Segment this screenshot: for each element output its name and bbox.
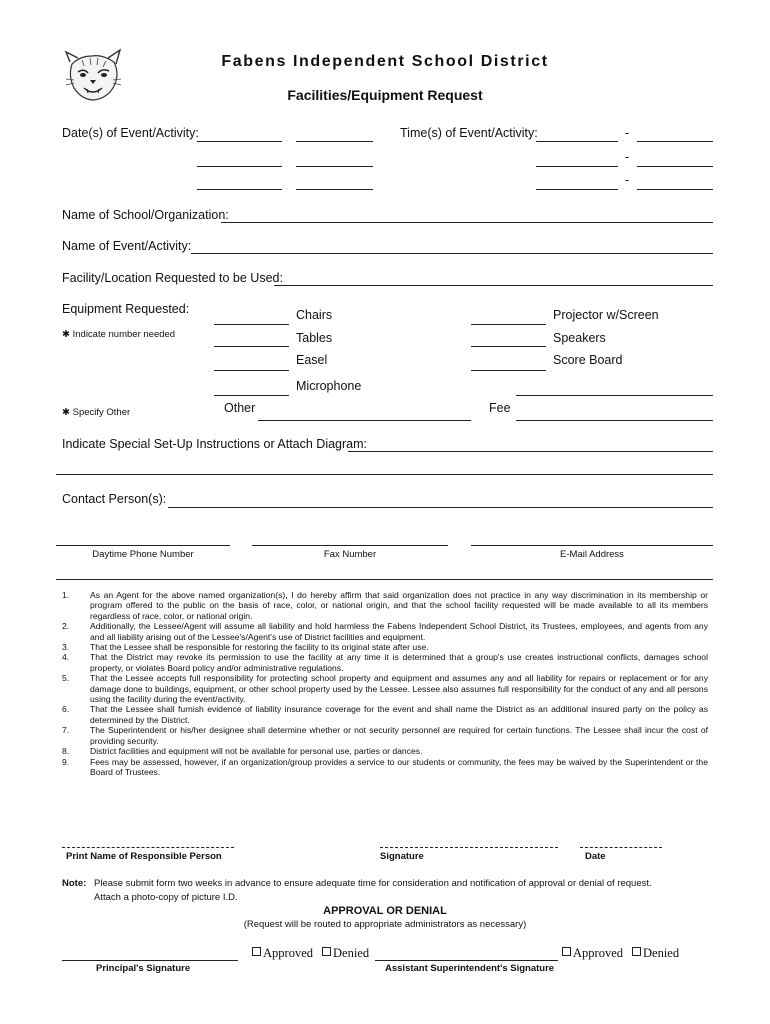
fee-label: Fee bbox=[489, 401, 511, 415]
projector-qty[interactable] bbox=[471, 324, 546, 325]
term-item: 9. Fees may be assessed, however, if an organization/group provides a service to our students or community, the fees may be waived by the Superintendent or the Board of Trustees. bbox=[62, 756, 708, 777]
district-title: Fabens Independent School District bbox=[221, 53, 549, 70]
phone-field[interactable] bbox=[56, 545, 230, 546]
setup-field[interactable] bbox=[348, 451, 713, 452]
extra-equipment-line[interactable] bbox=[516, 395, 713, 396]
term-item: 5. That the Lessee accepts full responsibility for protecting school property and equipment and assumes any and all liability for repairs or replacement or for any damage done to buildings, equipment, or other school property used by the Lessee. Lessee also assumes full responsibility for the conduct of any and all persons using the facility during the event/activity. bbox=[62, 673, 708, 705]
note-line-2: Attach a photo-copy of picture I.D. bbox=[94, 892, 238, 903]
setup-field-2[interactable] bbox=[56, 474, 713, 475]
signature-label: Signature bbox=[380, 851, 424, 862]
principal-signature-field[interactable] bbox=[62, 960, 238, 961]
time-separator: - bbox=[625, 150, 630, 164]
chairs-label: Chairs bbox=[296, 308, 333, 322]
asst-super-denied-option[interactable]: Denied bbox=[632, 946, 679, 961]
scoreboard-qty[interactable] bbox=[471, 370, 546, 371]
contact-field[interactable] bbox=[168, 507, 713, 508]
note-label: Note: bbox=[62, 878, 87, 889]
email-field[interactable] bbox=[471, 545, 713, 546]
divider bbox=[56, 579, 713, 580]
time-separator: - bbox=[625, 126, 630, 140]
equipment-label: Equipment Requested: bbox=[62, 302, 190, 316]
date-label: Date bbox=[585, 851, 606, 862]
form-title: Facilities/Equipment Request bbox=[287, 87, 483, 103]
microphone-qty[interactable] bbox=[214, 395, 289, 396]
term-item: 6. That the Lessee shall furnish evidence of liability insurance coverage for the event and shall name the District as an additional insured party on the policy as determined by the District. bbox=[62, 704, 708, 725]
indicate-number-note: ✱ Indicate number needed bbox=[62, 329, 176, 340]
setup-label: Indicate Special Set-Up Instructions or Attach Diagram: bbox=[62, 437, 368, 451]
other-field[interactable] bbox=[258, 420, 471, 421]
term-item: 4. That the District may revoke its permission to use the facility at any time it is determined that a group's use creates instructional conflicts, damages school property, or violates Board policy and/or administrative regulations. bbox=[62, 652, 708, 673]
other-label: Other bbox=[224, 401, 256, 415]
checkbox-icon[interactable] bbox=[322, 947, 331, 956]
easel-qty[interactable] bbox=[214, 370, 289, 371]
speakers-label: Speakers bbox=[553, 331, 606, 345]
principal-denied-option[interactable]: Denied bbox=[322, 946, 369, 961]
asterisk-icon: ✱ bbox=[62, 407, 70, 418]
term-item: 2. Additionally, the Lessee/Agent will assume all liability and hold harmless the Fabens Independent School District, its Trustees, employees, and agents from any and all liability arising out of the Lessee's/Agent's use of District facilities and equipment. bbox=[62, 621, 708, 642]
event-label: Name of Event/Activity: bbox=[62, 239, 192, 253]
asst-super-signature-field[interactable] bbox=[375, 960, 558, 961]
speakers-qty[interactable] bbox=[471, 346, 546, 347]
microphone-label: Microphone bbox=[296, 379, 362, 393]
asterisk-icon: ✱ bbox=[62, 329, 70, 340]
time-end-1[interactable] bbox=[637, 141, 713, 142]
term-item: 1. As an Agent for the above named organization(s), I do hereby affirm that said organization does not practice in any way discrimination in its membership or program offered to the public on the basis of race, color, or national origin, and that the school facility requested will be made available to all its members regardless of race, color, or national origin. bbox=[62, 590, 708, 621]
print-name-field[interactable] bbox=[62, 847, 234, 848]
facility-label: Facility/Location Requested to be Used: bbox=[62, 271, 283, 285]
time-separator: - bbox=[625, 173, 630, 187]
checkbox-icon[interactable] bbox=[632, 947, 641, 956]
approval-title: APPROVAL OR DENIAL bbox=[323, 905, 447, 917]
scoreboard-label: Score Board bbox=[553, 353, 623, 367]
asst-super-approved-option[interactable]: Approved bbox=[562, 946, 623, 961]
term-item: 3. That the Lessee shall be responsible for restoring the facility to its original state after use. bbox=[62, 642, 429, 653]
time-end-2[interactable] bbox=[637, 166, 713, 167]
time-start-3[interactable] bbox=[536, 189, 618, 190]
print-name-label: Print Name of Responsible Person bbox=[66, 851, 222, 862]
school-label: Name of School/Organization: bbox=[62, 208, 229, 222]
school-field[interactable] bbox=[221, 222, 713, 223]
note-line-1: Please submit form two weeks in advance to ensure adequate time for consideration and notification of approval or denial of request. bbox=[94, 878, 652, 889]
chairs-qty[interactable] bbox=[214, 324, 289, 325]
fax-field[interactable] bbox=[252, 545, 448, 546]
time-end-3[interactable] bbox=[637, 189, 713, 190]
facility-field[interactable] bbox=[274, 285, 713, 286]
term-item: 7. The Superintendent or his/her designee shall determine whether or not security personnel are required for certain functions. The Lessee shall incur the cost of providing security. bbox=[62, 725, 708, 746]
date-field-4[interactable] bbox=[296, 166, 373, 167]
email-label: E-Mail Address bbox=[560, 549, 624, 560]
date-field-5[interactable] bbox=[197, 189, 282, 190]
approval-subtitle: (Request will be routed to appropriate administrators as necessary) bbox=[243, 919, 527, 930]
time-start-1[interactable] bbox=[536, 141, 618, 142]
dates-label: Date(s) of Event/Activity: bbox=[62, 126, 199, 140]
date-field-3[interactable] bbox=[197, 166, 282, 167]
date-field-2[interactable] bbox=[296, 141, 373, 142]
terms-list bbox=[62, 590, 708, 777]
date-field[interactable] bbox=[580, 847, 662, 848]
principal-signature-label: Principal's Signature bbox=[96, 963, 191, 974]
easel-label: Easel bbox=[296, 353, 328, 367]
principal-approved-option[interactable]: Approved bbox=[252, 946, 313, 961]
event-field[interactable] bbox=[191, 253, 713, 254]
signature-field[interactable] bbox=[380, 847, 558, 848]
projector-label: Projector w/Screen bbox=[553, 308, 659, 322]
time-start-2[interactable] bbox=[536, 166, 618, 167]
checkbox-icon[interactable] bbox=[252, 947, 261, 956]
date-field-1[interactable] bbox=[197, 141, 282, 142]
term-item: 8. District facilities and equipment will not be available for personal use, parties or dances. bbox=[62, 746, 423, 757]
fax-label: Fax Number bbox=[323, 549, 377, 560]
phone-label: Daytime Phone Number bbox=[92, 549, 194, 560]
tables-label: Tables bbox=[296, 331, 333, 345]
times-label: Time(s) of Event/Activity: bbox=[400, 126, 538, 140]
date-field-6[interactable] bbox=[296, 189, 373, 190]
asst-super-signature-label: Assistant Superintendent's Signature bbox=[385, 963, 555, 974]
fee-field[interactable] bbox=[516, 420, 713, 421]
tables-qty[interactable] bbox=[214, 346, 289, 347]
contact-label: Contact Person(s): bbox=[62, 492, 167, 506]
specify-other-note: ✱ Specify Other bbox=[62, 407, 131, 418]
checkbox-icon[interactable] bbox=[562, 947, 571, 956]
